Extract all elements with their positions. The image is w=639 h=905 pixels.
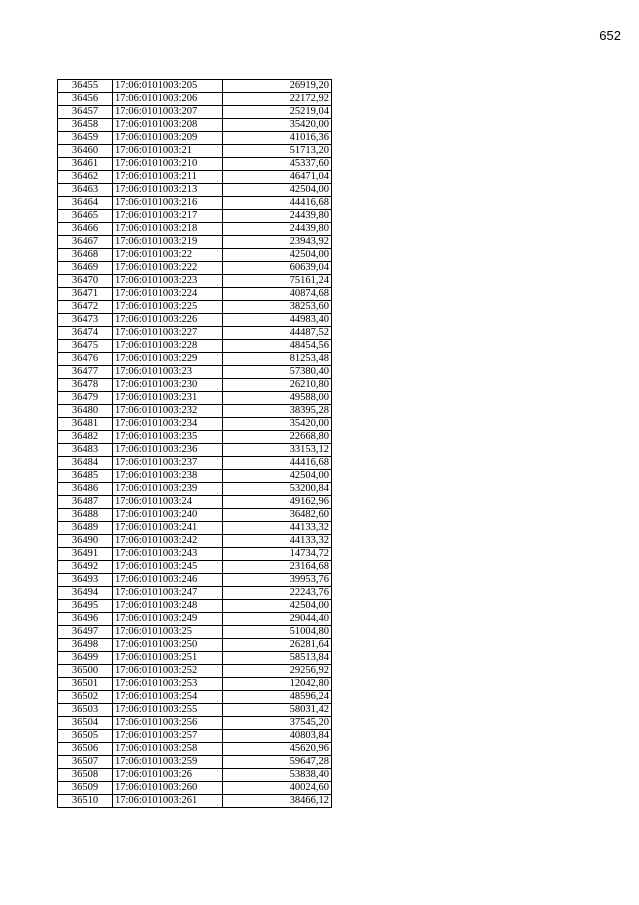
row-number-cell: 36463 [58,184,113,197]
row-number-cell: 36510 [58,795,113,808]
cadastral-number-cell: 17:06:0101003:21 [113,145,223,158]
cadastral-number-cell: 17:06:0101003:24 [113,496,223,509]
table-row [58,496,332,509]
table-row [58,314,332,327]
table-row [58,548,332,561]
value-cell: 26919,20 [223,80,332,93]
table-row [58,717,332,730]
row-number-cell: 36506 [58,743,113,756]
row-number-cell: 36475 [58,340,113,353]
row-number-cell: 36478 [58,379,113,392]
row-number-cell: 36494 [58,587,113,600]
table-row [58,132,332,145]
row-number-cell: 36465 [58,210,113,223]
cadastral-number-cell: 17:06:0101003:206 [113,93,223,106]
table-row [58,509,332,522]
cadastral-number-cell: 17:06:0101003:207 [113,106,223,119]
value-cell: 25219,04 [223,106,332,119]
cadastral-number-cell: 17:06:0101003:235 [113,431,223,444]
table-row [58,522,332,535]
cadastral-number-cell: 17:06:0101003:259 [113,756,223,769]
value-cell: 22668,80 [223,431,332,444]
table-row [58,691,332,704]
row-number-cell: 36497 [58,626,113,639]
row-number-cell: 36457 [58,106,113,119]
row-number-cell: 36470 [58,275,113,288]
cadastral-number-cell: 17:06:0101003:231 [113,392,223,405]
table-row [58,470,332,483]
cadastral-number-cell: 17:06:0101003:228 [113,340,223,353]
row-number-cell: 36491 [58,548,113,561]
value-cell: 41016,36 [223,132,332,145]
value-cell: 33153,12 [223,444,332,457]
row-number-cell: 36459 [58,132,113,145]
value-cell: 48596,24 [223,691,332,704]
value-cell: 23164,68 [223,561,332,574]
cadastral-number-cell: 17:06:0101003:232 [113,405,223,418]
row-number-cell: 36492 [58,561,113,574]
row-number-cell: 36481 [58,418,113,431]
table-row [58,249,332,262]
cadastral-number-cell: 17:06:0101003:240 [113,509,223,522]
value-cell: 53200,84 [223,483,332,496]
row-number-cell: 36482 [58,431,113,444]
cadastral-number-cell: 17:06:0101003:227 [113,327,223,340]
value-cell: 12042,80 [223,678,332,691]
cadastral-number-cell: 17:06:0101003:258 [113,743,223,756]
row-number-cell: 36456 [58,93,113,106]
value-cell: 42504,00 [223,470,332,483]
cadastral-number-cell: 17:06:0101003:255 [113,704,223,717]
cadastral-number-cell: 17:06:0101003:251 [113,652,223,665]
row-number-cell: 36500 [58,665,113,678]
row-number-cell: 36466 [58,223,113,236]
cadastral-number-cell: 17:06:0101003:241 [113,522,223,535]
cadastral-number-cell: 17:06:0101003:243 [113,548,223,561]
row-number-cell: 36483 [58,444,113,457]
cadastral-number-cell: 17:06:0101003:208 [113,119,223,132]
row-number-cell: 36477 [58,366,113,379]
table-row [58,405,332,418]
cadastral-number-cell: 17:06:0101003:247 [113,587,223,600]
value-cell: 48454,56 [223,340,332,353]
cadastral-number-cell: 17:06:0101003:237 [113,457,223,470]
cadastral-number-cell: 17:06:0101003:225 [113,301,223,314]
cadastral-number-cell: 17:06:0101003:217 [113,210,223,223]
data-table [57,79,332,808]
table-body [58,80,332,808]
row-number-cell: 36471 [58,288,113,301]
value-cell: 53838,40 [223,769,332,782]
value-cell: 22172,92 [223,93,332,106]
value-cell: 40803,84 [223,730,332,743]
cadastral-number-cell: 17:06:0101003:254 [113,691,223,704]
cadastral-number-cell: 17:06:0101003:218 [113,223,223,236]
value-cell: 49162,96 [223,496,332,509]
cadastral-number-cell: 17:06:0101003:229 [113,353,223,366]
table-row [58,600,332,613]
cadastral-number-cell: 17:06:0101003:256 [113,717,223,730]
table-row [58,236,332,249]
table-row [58,613,332,626]
cadastral-number-cell: 17:06:0101003:205 [113,80,223,93]
row-number-cell: 36473 [58,314,113,327]
value-cell: 44983,40 [223,314,332,327]
table-row [58,223,332,236]
value-cell: 44133,32 [223,522,332,535]
value-cell: 29256,92 [223,665,332,678]
table-row [58,639,332,652]
row-number-cell: 36460 [58,145,113,158]
row-number-cell: 36488 [58,509,113,522]
table-row [58,379,332,392]
row-number-cell: 36458 [58,119,113,132]
table-row [58,80,332,93]
table-row [58,158,332,171]
cadastral-number-cell: 17:06:0101003:230 [113,379,223,392]
cadastral-number-cell: 17:06:0101003:236 [113,444,223,457]
cadastral-number-cell: 17:06:0101003:219 [113,236,223,249]
cadastral-number-cell: 17:06:0101003:23 [113,366,223,379]
table-row [58,119,332,132]
cadastral-number-cell: 17:06:0101003:261 [113,795,223,808]
value-cell: 40024,60 [223,782,332,795]
cadastral-number-cell: 17:06:0101003:213 [113,184,223,197]
table-row [58,392,332,405]
cadastral-number-cell: 17:06:0101003:209 [113,132,223,145]
row-number-cell: 36479 [58,392,113,405]
table-row [58,145,332,158]
value-cell: 51713,20 [223,145,332,158]
value-cell: 57380,40 [223,366,332,379]
value-cell: 44487,52 [223,327,332,340]
table-row [58,288,332,301]
table-row [58,587,332,600]
row-number-cell: 36496 [58,613,113,626]
cadastral-number-cell: 17:06:0101003:238 [113,470,223,483]
value-cell: 40874,68 [223,288,332,301]
cadastral-number-cell: 17:06:0101003:260 [113,782,223,795]
row-number-cell: 36490 [58,535,113,548]
table-row [58,366,332,379]
table-row [58,704,332,717]
row-number-cell: 36508 [58,769,113,782]
table-row [58,665,332,678]
table-row [58,730,332,743]
table-row [58,769,332,782]
cadastral-number-cell: 17:06:0101003:248 [113,600,223,613]
value-cell: 42504,00 [223,184,332,197]
row-number-cell: 36476 [58,353,113,366]
value-cell: 24439,80 [223,210,332,223]
row-number-cell: 36502 [58,691,113,704]
value-cell: 38395,28 [223,405,332,418]
page-number: 652 [599,28,621,43]
row-number-cell: 36468 [58,249,113,262]
value-cell: 26281,64 [223,639,332,652]
value-cell: 46471,04 [223,171,332,184]
row-number-cell: 36472 [58,301,113,314]
value-cell: 35420,00 [223,418,332,431]
value-cell: 75161,24 [223,275,332,288]
value-cell: 44416,68 [223,457,332,470]
cadastral-number-cell: 17:06:0101003:224 [113,288,223,301]
row-number-cell: 36505 [58,730,113,743]
row-number-cell: 36480 [58,405,113,418]
value-cell: 14734,72 [223,548,332,561]
cadastral-number-cell: 17:06:0101003:223 [113,275,223,288]
cadastral-number-cell: 17:06:0101003:252 [113,665,223,678]
table-row [58,210,332,223]
table-row [58,795,332,808]
row-number-cell: 36498 [58,639,113,652]
cadastral-number-cell: 17:06:0101003:22 [113,249,223,262]
row-number-cell: 36467 [58,236,113,249]
cadastral-number-cell: 17:06:0101003:211 [113,171,223,184]
table-row [58,171,332,184]
row-number-cell: 36509 [58,782,113,795]
row-number-cell: 36486 [58,483,113,496]
table-row [58,418,332,431]
row-number-cell: 36464 [58,197,113,210]
value-cell: 42504,00 [223,600,332,613]
value-cell: 49588,00 [223,392,332,405]
table-row [58,106,332,119]
table-row [58,626,332,639]
value-cell: 45337,60 [223,158,332,171]
cadastral-number-cell: 17:06:0101003:226 [113,314,223,327]
value-cell: 44416,68 [223,197,332,210]
row-number-cell: 36461 [58,158,113,171]
value-cell: 22243,76 [223,587,332,600]
table-row [58,756,332,769]
cadastral-number-cell: 17:06:0101003:246 [113,574,223,587]
value-cell: 36482,60 [223,509,332,522]
table-row [58,652,332,665]
row-number-cell: 36504 [58,717,113,730]
value-cell: 26210,80 [223,379,332,392]
table-row [58,301,332,314]
cadastral-number-cell: 17:06:0101003:249 [113,613,223,626]
row-number-cell: 36474 [58,327,113,340]
value-cell: 39953,76 [223,574,332,587]
table-row [58,327,332,340]
value-cell: 29044,40 [223,613,332,626]
row-number-cell: 36507 [58,756,113,769]
cadastral-number-cell: 17:06:0101003:216 [113,197,223,210]
value-cell: 60639,04 [223,262,332,275]
cadastral-number-cell: 17:06:0101003:242 [113,535,223,548]
value-cell: 58031,42 [223,704,332,717]
value-cell: 23943,92 [223,236,332,249]
row-number-cell: 36493 [58,574,113,587]
value-cell: 37545,20 [223,717,332,730]
row-number-cell: 36462 [58,171,113,184]
row-number-cell: 36489 [58,522,113,535]
value-cell: 81253,48 [223,353,332,366]
row-number-cell: 36484 [58,457,113,470]
table-row [58,678,332,691]
value-cell: 58513,84 [223,652,332,665]
table-row [58,574,332,587]
cadastral-number-cell: 17:06:0101003:250 [113,639,223,652]
table-row [58,184,332,197]
cadastral-number-cell: 17:06:0101003:239 [113,483,223,496]
table-row [58,353,332,366]
table-row [58,262,332,275]
table-row [58,535,332,548]
cadastral-number-cell: 17:06:0101003:25 [113,626,223,639]
cadastral-number-cell: 17:06:0101003:222 [113,262,223,275]
table-row [58,197,332,210]
row-number-cell: 36455 [58,80,113,93]
value-cell: 45620,96 [223,743,332,756]
row-number-cell: 36503 [58,704,113,717]
value-cell: 24439,80 [223,223,332,236]
table-row [58,93,332,106]
table-row [58,782,332,795]
row-number-cell: 36501 [58,678,113,691]
row-number-cell: 36469 [58,262,113,275]
cadastral-number-cell: 17:06:0101003:257 [113,730,223,743]
value-cell: 44133,32 [223,535,332,548]
table-row [58,275,332,288]
row-number-cell: 36487 [58,496,113,509]
row-number-cell: 36499 [58,652,113,665]
row-number-cell: 36485 [58,470,113,483]
table-row [58,444,332,457]
cadastral-number-cell: 17:06:0101003:210 [113,158,223,171]
value-cell: 59647,28 [223,756,332,769]
cadastral-number-cell: 17:06:0101003:234 [113,418,223,431]
value-cell: 35420,00 [223,119,332,132]
value-cell: 51004,80 [223,626,332,639]
cadastral-number-cell: 17:06:0101003:253 [113,678,223,691]
table-row [58,340,332,353]
table-row [58,483,332,496]
value-cell: 42504,00 [223,249,332,262]
value-cell: 38253,60 [223,301,332,314]
cadastral-number-cell: 17:06:0101003:245 [113,561,223,574]
table-row [58,743,332,756]
table-row [58,561,332,574]
value-cell: 38466,12 [223,795,332,808]
table-row [58,431,332,444]
cadastral-number-cell: 17:06:0101003:26 [113,769,223,782]
table-row [58,457,332,470]
row-number-cell: 36495 [58,600,113,613]
